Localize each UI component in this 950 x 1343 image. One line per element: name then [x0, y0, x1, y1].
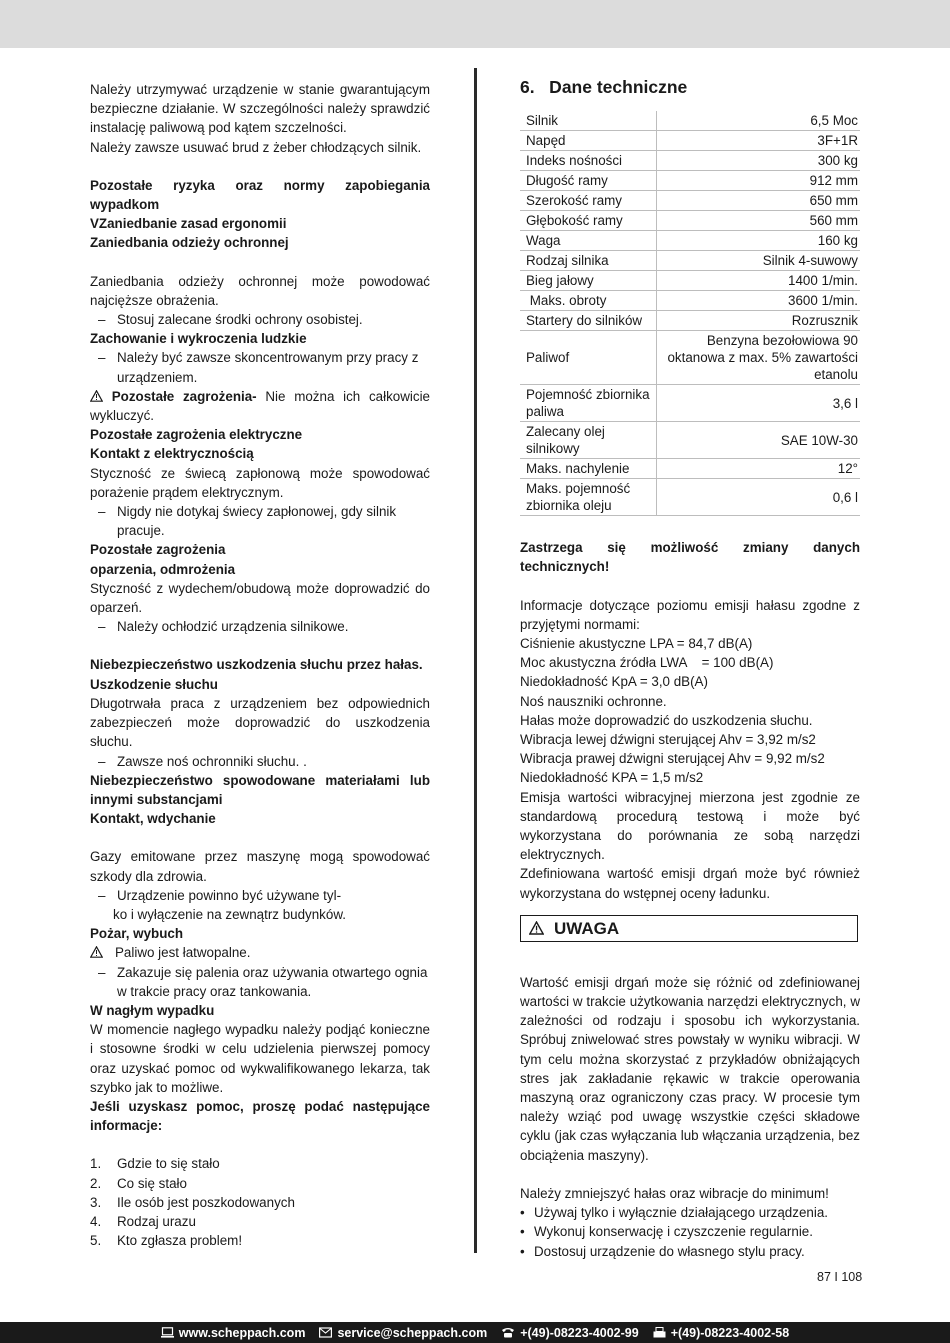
warning-note [90, 943, 430, 962]
heading: Pozostałe ryzyka oraz normy zapobiegania wypadkom [90, 177, 430, 213]
warning-note [90, 387, 430, 425]
paragraph: Należy zmniejszyć hałas oraz wibracje do minimum! [520, 1185, 829, 1201]
spec-label: Indeks nośności [520, 151, 657, 171]
emission-line: Noś nauszniki ochronne. [520, 693, 667, 709]
spec-value: 650 mm [657, 191, 861, 211]
list-item: 1. Gdzie to się stało [90, 1156, 220, 1172]
list-item: – Zakazuje się palenia oraz używania otwartego ognia w trakcie pracy oraz tankowania. [90, 963, 430, 1001]
footer-mail[interactable]: service@scheppach.com [319, 1326, 487, 1340]
paragraph: Informacje dotyczące poziomu emisji hałasu zgodne z przyjętymi normami: [520, 597, 860, 632]
list-item: 2. Co się stało [90, 1175, 187, 1191]
paragraph: W momencie nagłego wypadku należy podjąć konieczne i stosowne środki w celu udzielenia pierwszej pomocy oraz uzyskać pomoc od wykwalifikowanego lekarza, tak szybko jak to możliwe. [90, 1022, 430, 1095]
spec-value: 0,6 l [657, 479, 861, 516]
spec-row [520, 171, 860, 191]
list-item: – Stosuj zalecane środki ochrony osobistej. [90, 310, 430, 329]
spec-label: Startery do silników [520, 311, 657, 331]
spec-label: Pojemność zbiornika paliwa [520, 385, 657, 422]
spec-value: 912 mm [657, 171, 861, 191]
spec-value: 12° [657, 459, 861, 479]
heading: Kontakt, wdychanie [90, 811, 216, 827]
emission-line: Niedokładność KpA = 3,0 dB(A) [520, 674, 708, 690]
spec-row [520, 291, 860, 311]
heading: Niebezpieczeństwo spowodowane materiałami lub innymi substancjami [90, 772, 430, 807]
spec-row [520, 131, 860, 151]
spec-label: Szerokość ramy [520, 191, 657, 211]
spec-row [520, 211, 860, 231]
spec-value: Benzyna bezołowiowa 90 oktanowa z max. 5% zawartości etanolu [657, 331, 861, 385]
footer-phone[interactable]: +(49)-08223-4002-99 [501, 1326, 639, 1340]
spec-table [520, 111, 860, 516]
footer-bar [0, 1322, 950, 1343]
phone-icon [501, 1327, 515, 1338]
list-item: 4. Rodzaj urazu [90, 1213, 196, 1229]
spec-value: 3,6 l [657, 385, 861, 422]
warning-icon [529, 921, 544, 935]
list-item: • Dostosuj urządzenie do własnego stylu pracy. [520, 1242, 860, 1261]
warning-box [520, 915, 858, 942]
spec-row [520, 479, 860, 516]
spec-row [520, 231, 860, 251]
heading: Pożar, wybuch [90, 926, 184, 942]
list-item: – Zawsze noś ochronniki słuchu. . [90, 752, 430, 771]
column-divider [474, 68, 477, 1253]
spec-label: Maks. nachylenie [520, 459, 657, 479]
right-column [520, 78, 860, 1261]
spec-row [520, 311, 860, 331]
spec-row [520, 111, 860, 131]
spec-value: SAE 10W-30 [657, 422, 861, 459]
paragraph: Długotrwała praca z urządzeniem bez odpowiednich zabezpieczeń może doprowadzić do uszkodzenia słuchu. [90, 695, 430, 750]
heading: Kontakt z elektrycznością [90, 446, 254, 462]
spec-label: Paliwof [520, 331, 657, 385]
warning-text: Paliwo jest łatwopalne. [115, 945, 251, 961]
spec-value: 3600 1/min. [657, 291, 861, 311]
paragraph: Emisja wartości wibracyjnej mierzona jest zgodnie ze standardową procedurą testową i może być wykorzystana do porównania ze sobą narzędzi elektrycznych. [520, 789, 860, 863]
spec-label: Zalecany olej silnikowy [520, 422, 657, 459]
spec-label: Długość ramy [520, 171, 657, 191]
spec-value: 560 mm [657, 211, 861, 231]
warning-label: Pozostałe zagrożenia- [111, 388, 257, 404]
spec-row [520, 271, 860, 291]
heading: Pozostałe zagrożenia elektryczne [90, 427, 303, 443]
list-item: • Wykonuj konserwację i czyszczenie regularnie. [520, 1222, 860, 1241]
spec-row [520, 459, 860, 479]
spec-value: 300 kg [657, 151, 861, 171]
paragraph: Styczność ze świecą zapłonową może spowodować porażenie prądem elektrycznym. [90, 465, 430, 500]
numbered-list [90, 1154, 430, 1250]
heading: oparzenia, odmrożenia [90, 561, 236, 577]
spec-label: Maks. pojemność zbiornika oleju [520, 479, 657, 516]
spec-label: Waga [520, 231, 657, 251]
heading: Uszkodzenie słuchu [90, 676, 218, 692]
list-item: – Urządzenie powinno być używane tyl- [90, 886, 430, 905]
section-title: 6. Dane techniczne [520, 77, 688, 97]
heading: Jeśli uzyskasz pomoc, proszę podać następujące informacje: [90, 1098, 430, 1134]
spec-value: 6,5 Moc [657, 111, 861, 131]
spec-label: Głębokość ramy [520, 211, 657, 231]
spec-value: 160 kg [657, 231, 861, 251]
spec-row [520, 331, 860, 385]
footer-fax[interactable]: +(49)-08223-4002-58 [653, 1326, 790, 1340]
mail-icon [319, 1327, 332, 1338]
emission-line: Moc akustyczna źródła LWA = 100 dB(A) [520, 655, 774, 671]
spec-label: Napęd [520, 131, 657, 151]
warning-text: Nie można ich całkowicie wykluczyć. [90, 388, 430, 424]
warning-icon [90, 390, 103, 402]
spec-label: Bieg jałowy [520, 271, 657, 291]
heading: Pozostałe zagrożenia [90, 542, 226, 558]
fax-icon [653, 1327, 666, 1338]
emission-line: Wibracja lewej dźwigni sterującej Ahv = 3,92 m/s2 [520, 732, 816, 748]
left-column [90, 80, 430, 1250]
paragraph: Zdefiniowana wartość emisji drgań może być również wykorzystana do wstępnej oceny ładunku. [520, 866, 860, 901]
spec-value: Silnik 4-suwowy [657, 251, 861, 271]
spec-value: Rozrusznik [657, 311, 861, 331]
computer-icon [161, 1327, 174, 1338]
paragraph: Gazy emitowane przez maszynę mogą spowodować szkody dla zdrowia. [90, 849, 430, 884]
spec-label: Rodzaj silnika [520, 251, 657, 271]
list-item: • Używaj tylko i wyłącznie działającego urządzenia. [520, 1203, 860, 1222]
spec-row [520, 251, 860, 271]
heading: W nagłym wypadku [90, 1002, 215, 1018]
warning-icon [90, 946, 103, 958]
spec-row [520, 422, 860, 459]
spec-value: 1400 1/min. [657, 271, 861, 291]
footer-web[interactable]: www.scheppach.com [161, 1326, 306, 1340]
list-item: 3. Ile osób jest poszkodowanych [90, 1194, 295, 1210]
header-bar [0, 0, 950, 48]
spec-row [520, 191, 860, 211]
spec-label: Maks. obroty [520, 291, 657, 311]
heading: VZaniedbanie zasad ergonomii [90, 216, 287, 232]
heading: Zachowanie i wykroczenia ludzkie [90, 331, 307, 347]
paragraph: Styczność z wydechem/obudową może doprowadzić do oparzeń. [90, 580, 430, 616]
paragraph: Należy utrzymywać urządzenie w stanie gwarantującym bezpieczne działanie. W szczególności należy sprawdzić instalację paliwową pod kątem szczelności. [90, 82, 430, 136]
paragraph: Wartość emisji drgań może się różnić od zdefiniowanej wartości w trakcie użytkowania narzędzi elektrycznych, w zależności od rodzaju i sposobu ich wykorzystania. Spróbuj zniwelować stres powstały w wyniku wibracji. W tym celu można skorzystać z przykładów obniżających stres jak zakładanie rękawic w trakcie operowania maszyną oraz ograniczony czas pracy. W procesie tym należy wziąć pod uwagę wszystkie części składowe cyklu (jak czas wyłączania lub włączania urządzenia, bez obciążenia maszyny). [520, 974, 860, 1163]
note: Zastrzega się możliwość zmiany danych technicznych! [520, 540, 860, 575]
emission-line: Hałas może doprowadzić do uszkodzenia słuchu. [520, 712, 813, 728]
spec-value: 3F+1R [657, 131, 861, 151]
heading: Zaniedbania odzieży ochronnej [90, 235, 289, 251]
page-number: 87 I 108 [817, 1270, 863, 1284]
list-item: – Należy ochłodzić urządzenia silnikowe. [90, 617, 430, 636]
spec-row [520, 151, 860, 171]
spec-row [520, 385, 860, 422]
paragraph: Należy zawsze usuwać brud z żeber chłodzących silnik. [90, 139, 422, 155]
list-item: – Należy być zawsze skoncentrowanym przy pracy z urządzeniem. [90, 348, 430, 386]
spec-label: Silnik [520, 111, 657, 131]
heading: Niebezpieczeństwo uszkodzenia słuchu przez hałas. [90, 657, 423, 673]
emission-line: Ciśnienie akustyczne LPA = 84,7 dB(A) [520, 636, 753, 652]
warning-title: UWAGA [554, 918, 620, 938]
paragraph: Zaniedbania odzieży ochronnej może powodować najcięższe obrażenia. [90, 273, 430, 308]
list-item-continuation: ko i wyłączenie na zewnątrz budynków. [113, 906, 346, 922]
emission-line: Niedokładność KPA = 1,5 m/s2 [520, 770, 704, 786]
emission-line: Wibracja prawej dźwigni sterującej Ahv = 9,92 m/s2 [520, 751, 825, 767]
list-item: – Nigdy nie dotykaj świecy zapłonowej, gdy silnik pracuje. [90, 502, 430, 540]
list-item: 5. Kto zgłasza problem! [90, 1233, 243, 1249]
